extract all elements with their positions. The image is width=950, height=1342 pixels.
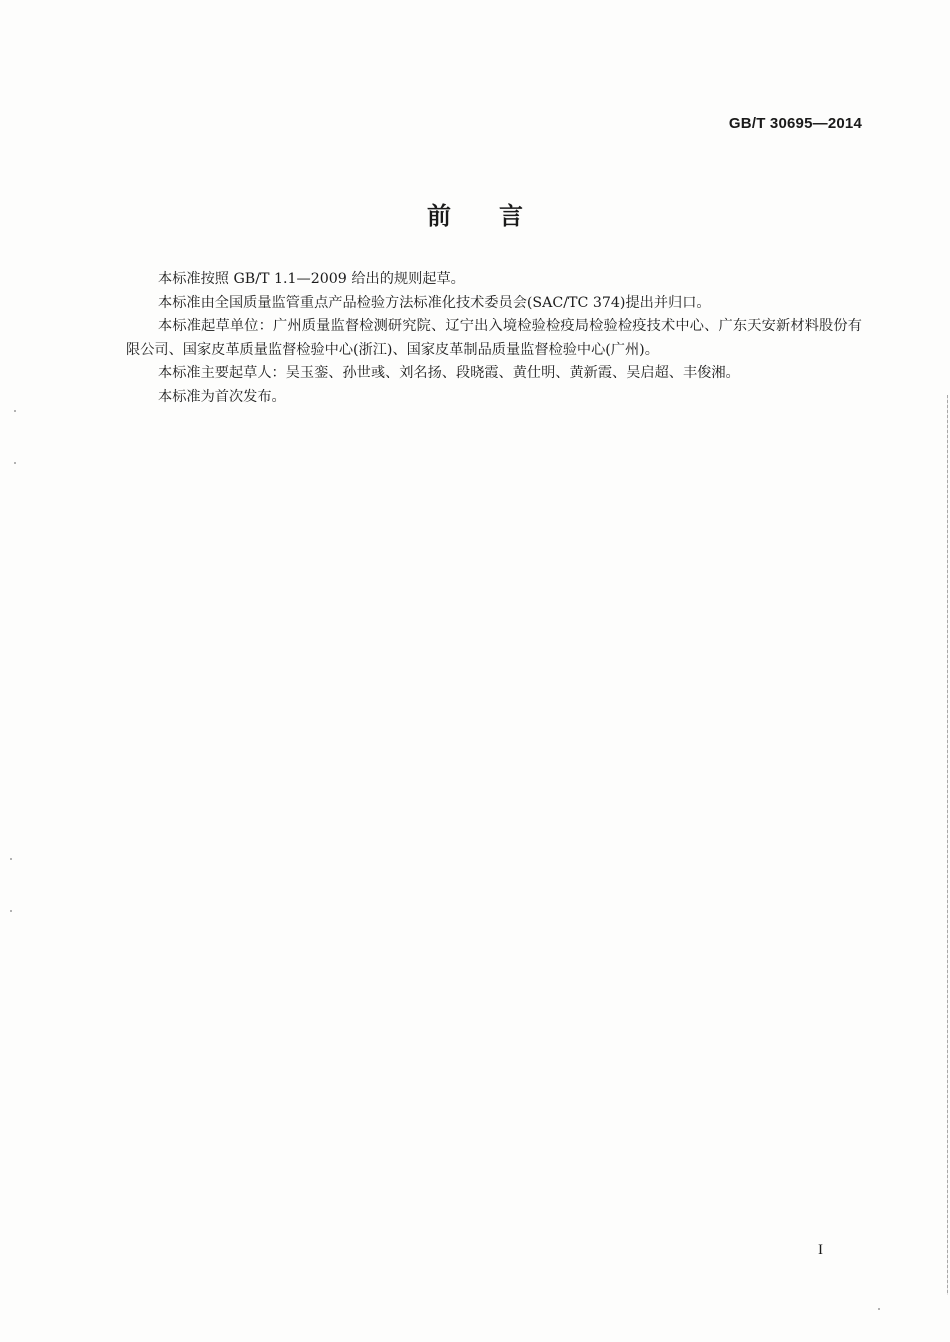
scan-speck: [10, 910, 12, 912]
paragraph-drafters: 本标准主要起草人：吴玉銮、孙世彧、刘名扬、段晓霞、黄仕明、黄新霞、吴启超、丰俊湘。: [158, 365, 740, 381]
paragraph-first-release: 本标准为首次发布。: [158, 388, 286, 405]
standard-code: GB/T 30695—2014: [728, 115, 862, 132]
scan-speck: [14, 462, 16, 464]
scan-speck: [878, 1308, 880, 1310]
scan-edge-line: [947, 395, 948, 1295]
paragraph-drafting-rules: 本标准按照 GB/T 1.1—2009 给出的规则起草。: [158, 271, 465, 287]
page-number: I: [818, 1242, 823, 1258]
title-char-2: 言: [499, 202, 523, 230]
paragraph-drafting-units: 本标准起草单位：广州质量监督检测研究院、辽宁出入境检验检疫局检验检疫技术中心、广东天安新材料股份有限公司、国家皮革质量监督检验中心(浙江)、国家皮革制品质量监督检验中心(广州)。: [126, 318, 862, 358]
scan-speck: [14, 410, 16, 412]
paragraph-proposer: 本标准由全国质量监管重点产品检验方法标准化技术委员会(SAC/TC 374)提出并归口。: [158, 294, 711, 311]
foreword-body: [126, 268, 862, 409]
section-title: [0, 196, 950, 231]
title-char-1: 前: [427, 202, 451, 230]
scan-speck: [10, 858, 12, 860]
